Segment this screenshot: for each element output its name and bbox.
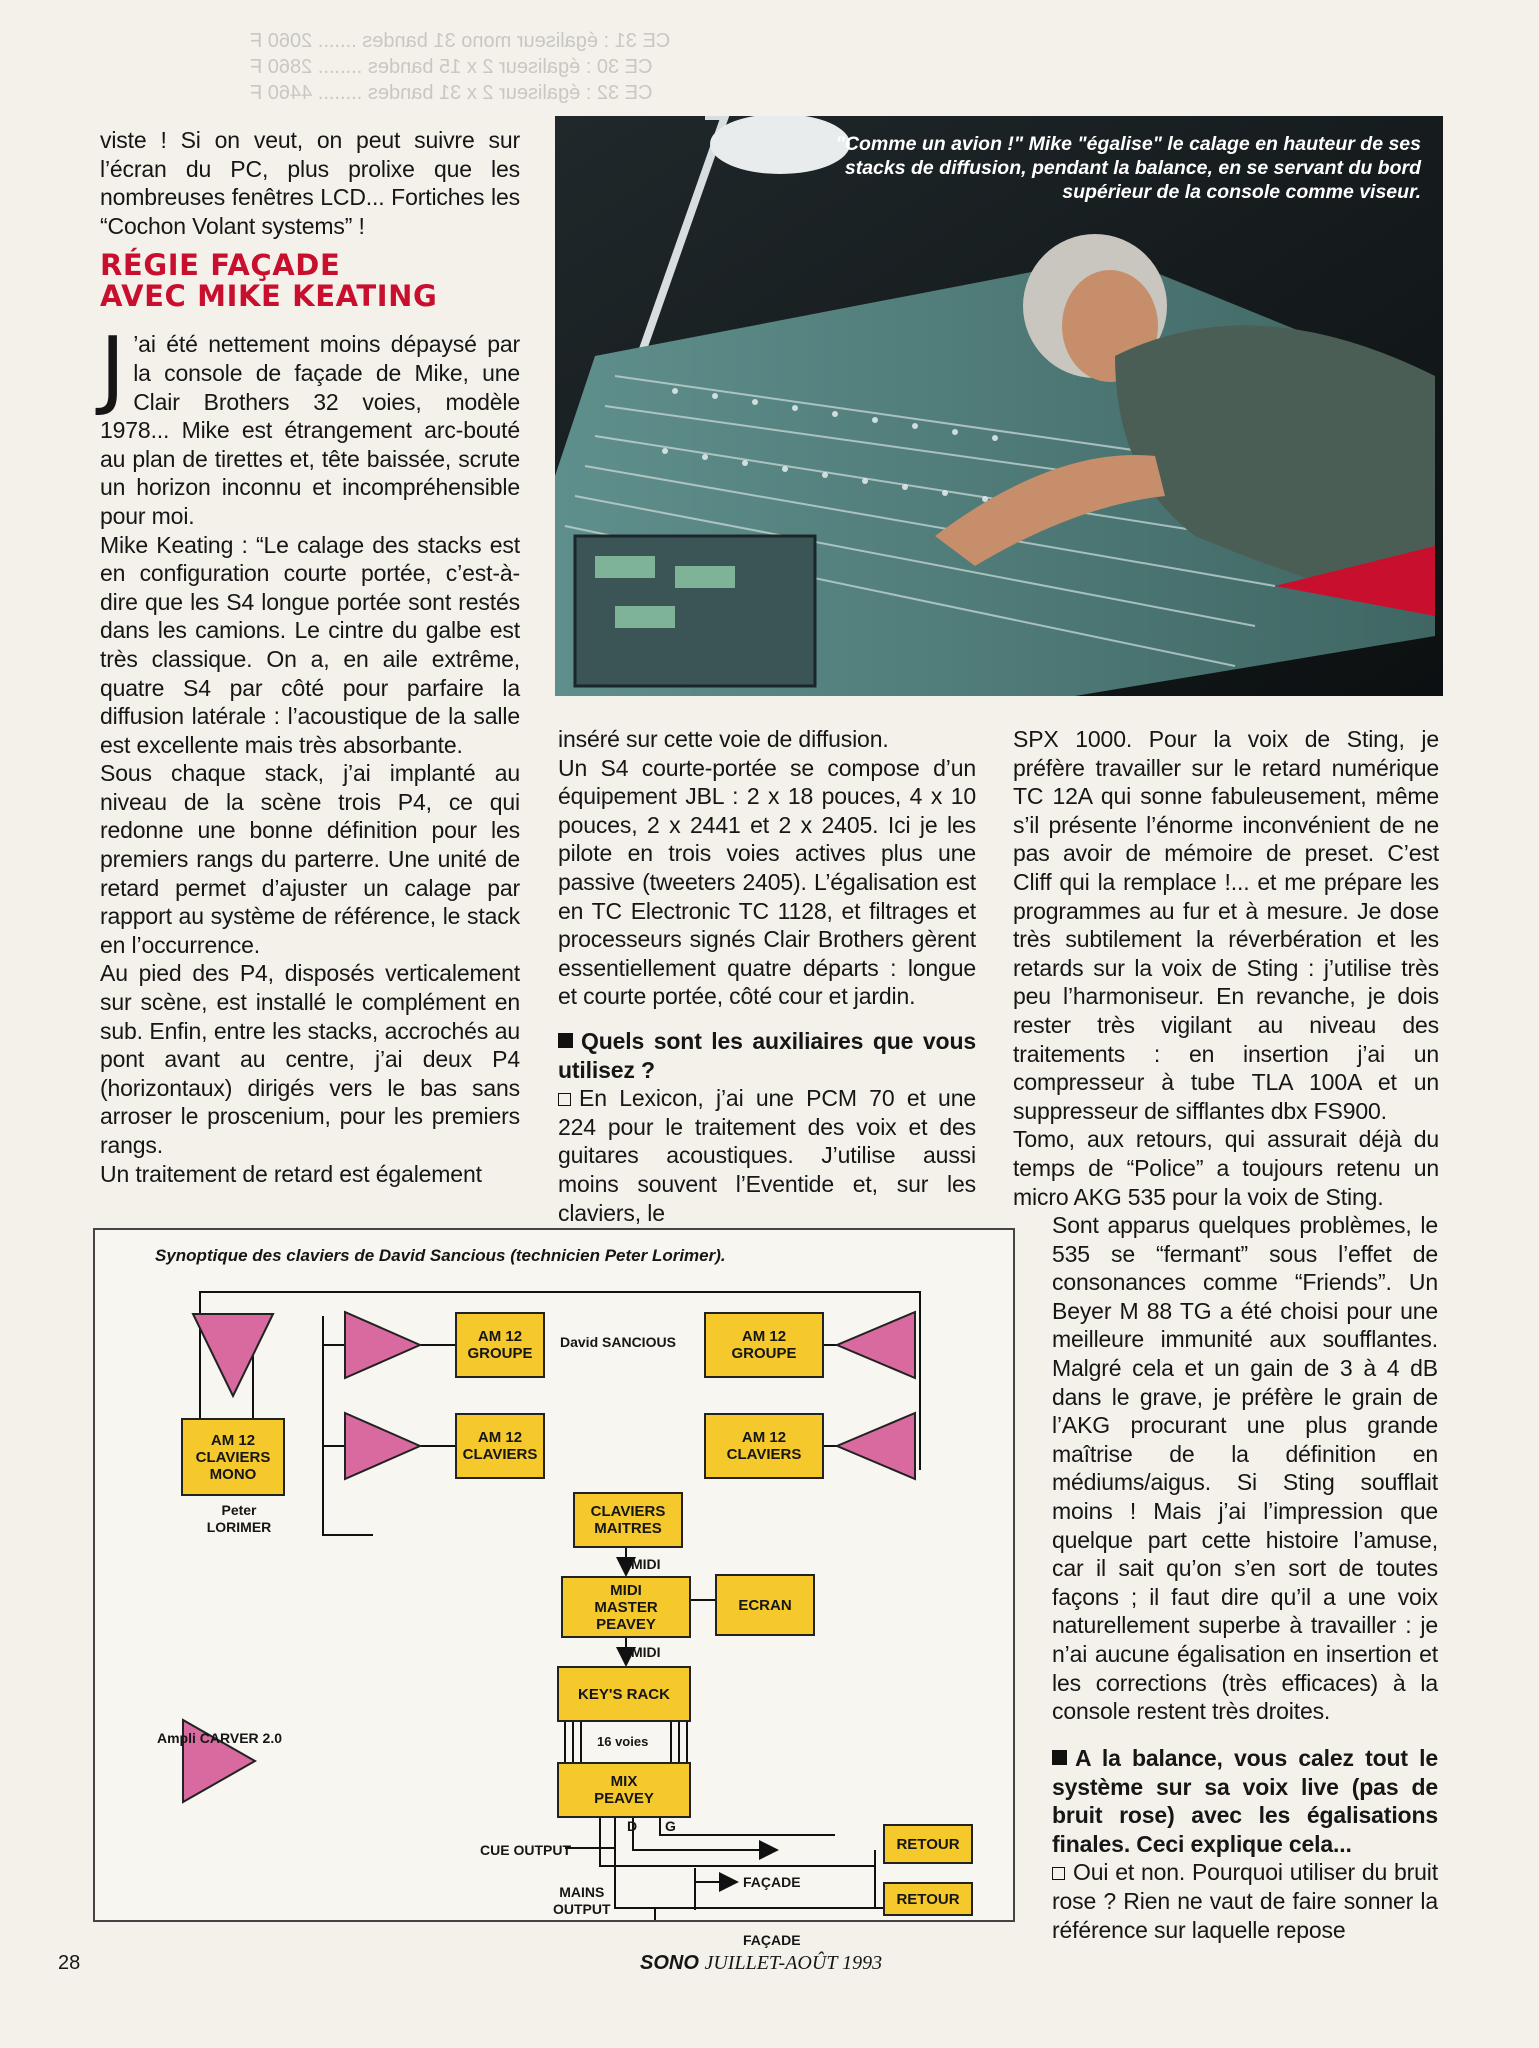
box-label: KEY'S RACK: [578, 1685, 670, 1703]
answer-text: En Lexicon, j’ai une PCM 70 et une 224 pour le traitement des voix et des guitares acoustiques. J’utilise aussi moins souvent l’Eventide et, sur les claviers, le: [558, 1085, 976, 1226]
show-through-text: CE 30 : égaliseur 2 x 15 bandes ........ 2860 F: [250, 56, 653, 78]
facade-label: FAÇADE: [743, 1874, 801, 1890]
box-label: CLAVIERS: [462, 1446, 538, 1463]
box-label: AM 12: [210, 1431, 256, 1449]
question: [558, 1027, 976, 1084]
label-line: LORIMER: [206, 1519, 272, 1535]
heading-line-2: AVEC MIKE KEATING: [100, 279, 438, 314]
issue-date: JUILLET-AOÛT 1993: [704, 1952, 883, 1974]
footer: [640, 1952, 882, 1975]
facade-label: FAÇADE: [743, 1932, 801, 1948]
am12-groupe-box-left: [455, 1312, 545, 1378]
article-column-3-narrow: [1052, 1211, 1438, 1726]
retour-box-top: [883, 1824, 973, 1864]
midi-master-peavey-box: [561, 1576, 691, 1638]
paragraph: Un traitement de retard est également: [100, 1160, 482, 1187]
label-line: Peter: [221, 1502, 257, 1518]
am12-claviers-mono-box: [181, 1418, 285, 1496]
paragraph: inséré sur cette voie de diffusion.: [558, 726, 889, 752]
mix-peavey-box: [557, 1762, 691, 1818]
article-column-3-bottom: [1052, 1744, 1438, 1944]
box-label: PEAVEY: [594, 1790, 654, 1807]
mains-output-label: [553, 1884, 611, 1918]
ampli-carver-label: Ampli CARVER 2.0: [157, 1730, 282, 1746]
question-text: Quels sont les auxiliaires que vous utilisez ?: [558, 1027, 976, 1083]
question: [1052, 1744, 1438, 1858]
diagram-title: Synoptique des claviers de David Sancious (technicien Peter Lorimer).: [155, 1246, 726, 1265]
am12-claviers-box-left: [455, 1413, 545, 1479]
section-heading: [100, 250, 520, 312]
box-label: MONO: [209, 1465, 257, 1483]
question-text: A la balance, vous calez tout le système sur sa voix live (pas de bruit rose) avec les égalisations finales. Ceci explique cela...: [1052, 1745, 1438, 1857]
paragraph: Un S4 courte-portée se compose d’un équipement JBL : 2 x 18 pouces, 4 x 10 pouces, 2 x 2441 et 2 x 2405. Ici je les pilote en trois voies actives plus une passive (tweeters 2405). L’égalisation est en TC Electronic TC 1128, et filtrages et processeurs signés Clair Brothers gèrent essentiellement quatre départs : longue et courte portée, côté cour et jardin.: [558, 754, 976, 1010]
box-label: PEAVEY: [596, 1615, 656, 1633]
paragraph: [100, 319, 520, 530]
keys-rack-box: [557, 1666, 691, 1722]
box-label: ECRAN: [738, 1596, 792, 1614]
box-label: CLAVIERS: [195, 1448, 271, 1466]
photo-caption: "Comme un avion !" Mike "égalise" le calage en hauteur de ses stacks de diffusion, pendant la balance, en se servant du bord supérieur de la console comme viseur.: [835, 133, 1421, 203]
am12-claviers-box-right: [704, 1413, 824, 1479]
page-number: 28: [58, 1952, 81, 1974]
box-label: AM 12: [477, 1429, 523, 1446]
answer-text: Oui et non. Pourquoi utiliser du bruit rose ? Rien ne vaut de faire sonner la référence sur laquelle repose: [1052, 1859, 1438, 1943]
box-label: CLAVIERS: [590, 1503, 666, 1520]
paragraph: Tomo, aux retours, qui assurait déjà du temps de “Police” a toujours retenu un micro AKG 535 pour la voix de Sting.: [1013, 1126, 1439, 1210]
answer-marker-icon: [1052, 1867, 1065, 1880]
box-label: GROUPE: [467, 1345, 533, 1362]
box-label: AM 12: [477, 1328, 523, 1345]
answer-marker-icon: [558, 1093, 571, 1106]
article-column-2: [558, 725, 976, 1227]
paragraph: Mike Keating : “Le calage des stacks est en configuration courte portée, c’est-à-dire que les S4 longue portée sont restés dans les camions. Le cintre du galbe est très classique. On a, en aile extrême, quatre S4 par côté pour parfaire la diffusion latérale : l’acoustique de la salle est excellente mais très absorbante.: [100, 531, 520, 758]
retour-box-bottom: [883, 1882, 973, 1916]
article-column-1: [100, 126, 520, 1188]
paragraph-text: ’ai été nettement moins dépaysé par la console de façade de Mike, une Clair Brothers 32 voies, modèle 1978... Mike est étrangement arc-bouté au plan de tirettes et, tête baissée, scrute un horizon inconnu et incompréhensible pour moi.: [100, 331, 520, 529]
heading-line-1: RÉGIE FAÇADE: [100, 248, 341, 283]
sixteen-voies-label: 16 voies: [593, 1733, 652, 1750]
magazine-name: SONO: [640, 1952, 699, 1974]
midi-label: MIDI: [631, 1556, 661, 1572]
peter-lorimer-label: [191, 1502, 287, 1536]
box-label: RETOUR: [896, 1890, 960, 1908]
question-marker-icon: [1052, 1750, 1067, 1765]
show-through-text: CE 31 : égaliseur mono 31 bandes ....... 2060 F: [250, 30, 671, 52]
box-label: MASTER: [594, 1598, 658, 1616]
article-column-3: [1013, 725, 1439, 1211]
d-label: D: [627, 1818, 638, 1834]
box-label: AM 12: [741, 1429, 787, 1446]
box-label: CLAVIERS: [726, 1446, 802, 1463]
g-label: G: [665, 1818, 676, 1834]
box-label: MIX: [610, 1773, 638, 1790]
label-line: MAINS: [559, 1884, 605, 1900]
show-through-text: CE 32 : égaliseur 2 x 31 bandes ........ 4460 F: [250, 82, 653, 104]
drop-cap: J: [100, 319, 126, 420]
diagram-connections: [95, 1230, 1013, 1920]
ecran-box: [715, 1574, 815, 1636]
answer: [1052, 1858, 1438, 1944]
question-marker-icon: [558, 1033, 573, 1048]
midi-label: MIDI: [631, 1644, 661, 1660]
box-label: RETOUR: [896, 1835, 960, 1853]
box-label: GROUPE: [731, 1345, 797, 1362]
answer: [558, 1084, 976, 1227]
claviers-maitres-box: [573, 1492, 683, 1548]
box-label: MAITRES: [594, 1520, 662, 1537]
am12-groupe-box-right: [704, 1312, 824, 1378]
david-sancious-label: David SANCIOUS: [560, 1334, 676, 1350]
box-label: AM 12: [741, 1328, 787, 1345]
cue-output-label: CUE OUTPUT: [480, 1842, 571, 1858]
console-photo: [555, 116, 1443, 696]
paragraph: Sous chaque stack, j’ai implanté au niveau de la scène trois P4, ce qui redonne une bonne définition pour les premiers rangs du parterre. Une unité de retard permet d’ajuster un calage par rapport au système de référence, le stack en l’occurrence.: [100, 760, 520, 958]
paragraph: Au pied des P4, disposés verticalement sur scène, est installé le complément en sub. Enfin, entre les stacks, accrochés au pont avant au centre, j’ai deux P4 (horizontaux) dirigés vers le bas sans arroser le proscenium, pour les premiers rangs.: [100, 960, 520, 1158]
paragraph: SPX 1000. Pour la voix de Sting, je préfère travailler sur le retard numérique TC 12A qui sonne fabuleusement, même s’il présente l’énorme inconvénient de ne pas avoir de mémoire de preset. C’est Cliff qui la remplace !... et me prépare les programmes au fur et à mesure. Je dose très subtilement la réverbération et les retards sur la voix de Sting : j’utilise très peu l’harmoniseur. En revanche, je dois rester très vigilant au niveau des traitements : en insertion j’ai un compresseur à tube TLA 100A et un suppresseur de sifflantes dbx FS900.: [1013, 726, 1439, 1124]
paragraph: Sont apparus quelques problèmes, le 535 se “fermant” sous l’effet de consonances comme “Friends”. Un Beyer M 88 TG a été choisi pour une meilleure immunité aux soufflantes. Malgré cela et un gain de 3 à 4 dB dans le grave, je préfère le grain de l’AKG procurant une plus grande maîtrise de la définition en médiums/aigus. Si Sting soufflait moins ! Mais j’ai l’impression que quelque part cette histoire l’amuse, car il sait qu’on s’en sort de toutes façons ; il faut dire qu’il a une voix naturellement superbe à travailler : je n’ai aucune égalisation en insertion et les corrections (très efficaces) à la console restent très droites.: [1052, 1212, 1438, 1725]
label-line: OUTPUT: [553, 1901, 611, 1917]
intro-paragraph: viste ! Si on veut, on peut suivre sur l’écran du PC, plus prolixe que les nombreuses fenêtres LCD... Fortiches les “Cochon Volant systems” !: [100, 127, 520, 239]
keyboard-synoptic-diagram: [93, 1228, 1015, 1948]
box-label: MIDI: [610, 1581, 642, 1599]
